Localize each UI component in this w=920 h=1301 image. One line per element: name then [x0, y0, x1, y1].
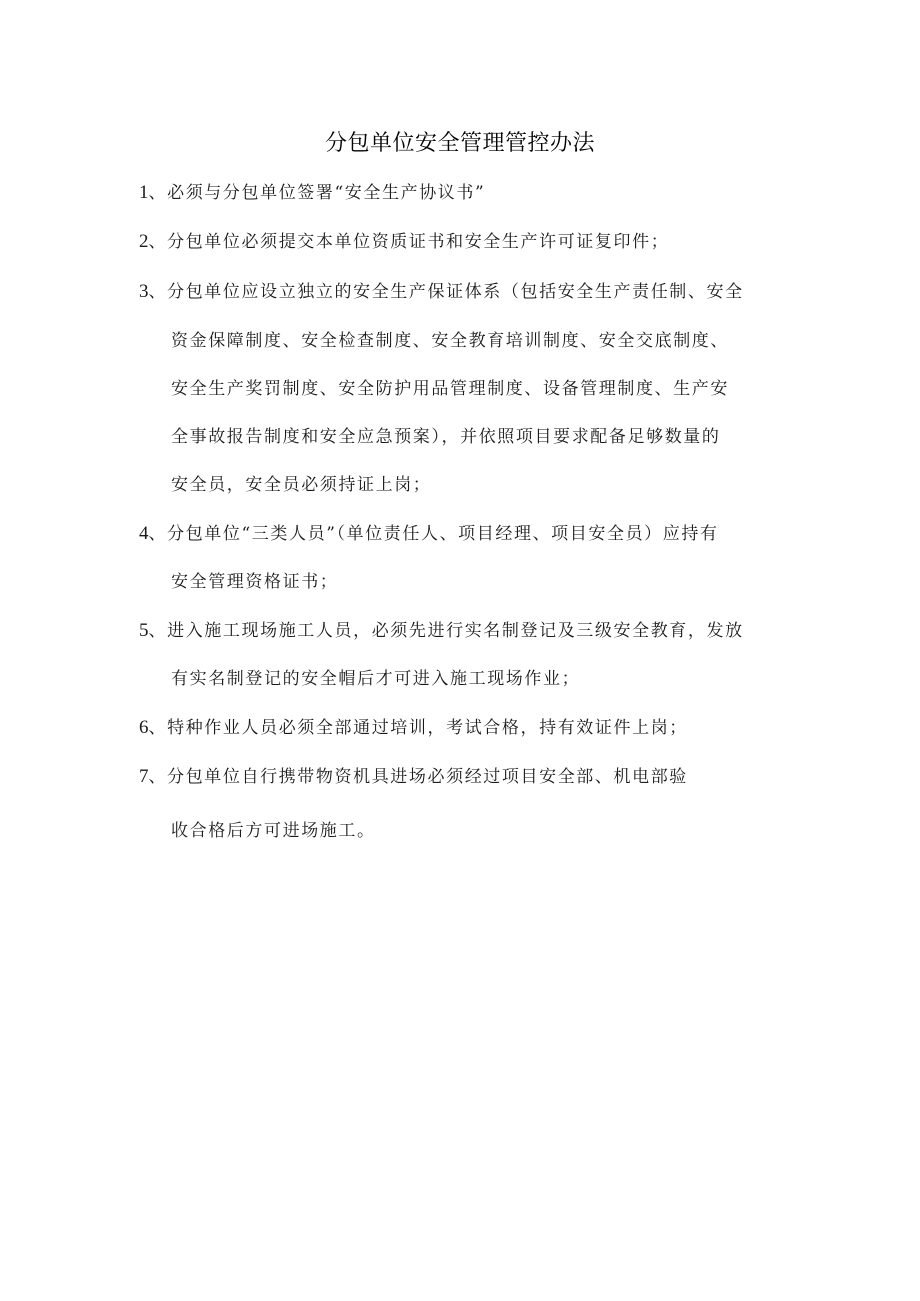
item-7-line-2: 收合格后方可进场施工。 [171, 821, 376, 841]
item-4-line-2: 安全管理资格证书； [171, 572, 339, 592]
item-4-number: 4 [139, 523, 149, 544]
item-2-line-1 [139, 229, 669, 255]
item-3-line-5: 安全员，安全员必须持证上岗； [171, 475, 432, 495]
item-7-number: 7 [139, 766, 149, 787]
item-3-line-4: 全事故报告制度和安全应急预案），并依照项目要求配备足够数量的 [171, 427, 721, 447]
item-5-number: 5 [139, 620, 149, 641]
item-6-number: 6 [139, 717, 149, 738]
item-5-text: 、进入施工现场施工人员，必须先进行实名制登记及三级安全教育，发放 [148, 621, 744, 641]
item-7-line-1 [139, 764, 688, 790]
item-6-line-1 [139, 715, 688, 741]
item-2-number: 2 [139, 231, 149, 252]
item-5-line-2: 有实名制登记的安全帽后才可进入施工现场作业； [171, 669, 581, 689]
item-1-number: 1 [139, 182, 149, 203]
item-4-text: 、分包单位“三类人员”（单位责任人、项目经理、项目安全员）应持有 [148, 524, 719, 544]
item-1-line-1 [139, 180, 485, 206]
item-5-line-1 [139, 618, 744, 644]
item-6-text: 、特种作业人员必须全部通过培训，考试合格，持有效证件上岗； [148, 718, 688, 738]
item-3-number: 3 [139, 281, 149, 302]
item-3-line-2: 资金保障制度、安全检查制度、安全教育培训制度、安全交底制度、 [171, 331, 729, 351]
item-7-text: 、分包单位自行携带物资机具进场必须经过项目安全部、机电部验 [148, 767, 688, 787]
item-1-text: 、必须与分包单位签署“安全生产协议书” [148, 183, 486, 203]
document-title: 分包单位安全管理管控办法 [324, 131, 595, 156]
item-2-text: 、分包单位必须提交本单位资质证书和安全生产许可证复印件； [148, 232, 670, 252]
item-3-line-1 [139, 279, 744, 305]
item-4-line-1 [139, 521, 719, 547]
item-3-text: 、分包单位应设立独立的安全生产保证体系（包括安全生产责任制、安全 [148, 282, 744, 302]
item-3-line-3: 安全生产奖罚制度、安全防护用品管理制度、设备管理制度、生产安 [171, 379, 729, 399]
